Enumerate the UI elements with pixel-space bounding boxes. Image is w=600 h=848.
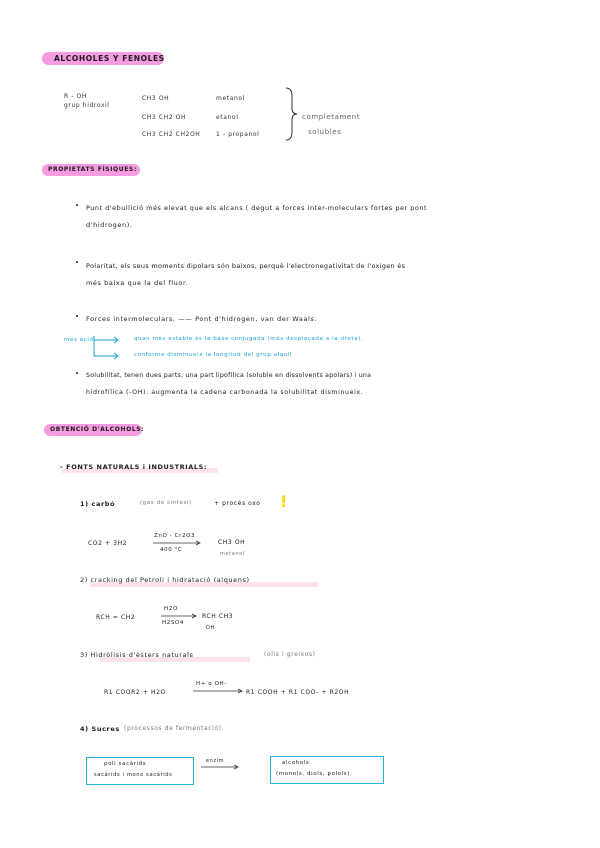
group-formula: R - OH: [64, 93, 87, 100]
item2-condition-top: H2O: [164, 606, 178, 612]
name-2: etanol: [216, 114, 239, 121]
bullet: [76, 372, 78, 374]
section2-heading: OBTENCIÓ D'ALCOHOLS:: [50, 426, 145, 433]
formula-1: CH3 OH: [142, 95, 170, 102]
formula-2: CH3 CH2 OH: [142, 114, 187, 121]
p3-branch-1: quan més estable és la base conjugada (més desplaçada a la dreta).: [134, 336, 364, 342]
solubility-note-1: completament: [302, 113, 361, 121]
item4-product-line2: (monols, diols, polols): [276, 771, 350, 777]
branch-arrows: [92, 334, 132, 364]
item4-product-line1: alcohols: [282, 760, 310, 766]
item1-product-name: metanol: [220, 551, 245, 557]
item2-arrow: [160, 613, 198, 619]
item3-products: R1 COOH + R1 COO- + R2OH: [246, 689, 350, 696]
name-3: 1 - propanol: [216, 131, 260, 138]
p2-line1: Polaritat, els seus moments dipolars són baixos, perquè l'electronegativitat de l'oxigen és: [86, 262, 406, 270]
bullet: [76, 315, 78, 317]
curly-brace: [283, 86, 299, 142]
p3-side-label: més àcid: [64, 337, 94, 343]
item4-aside: (processos de fermentació).: [124, 725, 225, 732]
warning-icon: !: [280, 492, 288, 511]
item1-after: + procés oxo: [214, 500, 261, 507]
item2-condition-bottom: H2SO4: [162, 620, 184, 626]
page-title: ALCOHOLES Y FENOLES: [54, 54, 165, 63]
item3-reactants: R1 COOR2 + H2O: [104, 689, 166, 696]
p4-line1: Solubilitat, tenen dues parts, una part lipofílica (soluble en dissolvents apolars) i una: [86, 372, 372, 379]
p1-line2: d'hidrogen).: [86, 221, 133, 229]
item1-condition-bottom: 400 °C: [160, 547, 183, 553]
bullet: [76, 261, 78, 263]
item3-arrow: [192, 688, 244, 694]
section1-heading: PROPIETATS FÍSIQUES:: [48, 166, 137, 173]
solubility-note-2: solubles: [308, 128, 342, 136]
bullet: [76, 204, 78, 206]
item3-aside: (olis i greixos): [264, 651, 316, 658]
item1-arrow: [152, 540, 202, 546]
item4-source-line2: sacàrids i mono sacàrids: [94, 772, 173, 778]
item1-reactants: CO2 + 3H2: [88, 540, 128, 547]
p3-branch-2: conforme disminueix la longitud del grup alquil: [134, 352, 293, 358]
p1-line1: Punt d'ebullició més elevat que els alcans ( degut a forces inter-moleculars fortes per pont: [86, 204, 428, 212]
formula-3: CH3 CH2 CH2OH: [142, 131, 201, 138]
p3-text: Forces intermoleculars, —— Pont d'hidrogen, van der Waals.: [86, 315, 318, 323]
item2-title: 2) cracking del Petroli i hidratació (alquens): [80, 576, 250, 584]
p2-line2: més baixa que la del fluor.: [86, 279, 189, 287]
group-name: grup hidroxil: [64, 102, 110, 109]
item3-title: 3) Hidròlisis d'èsters naturals: [80, 651, 194, 659]
item1-title: 1) carbó: [80, 500, 116, 508]
item4-title: 4) Sucres: [80, 725, 120, 733]
item1-condition-top: ZnO - Cr2O3: [154, 533, 196, 539]
item2-reactant: RCH = CH2: [96, 614, 136, 621]
p4-line2: hidrofílica (-OH). augmenta la cadena carbonada la solubilitat disminueix.: [86, 389, 364, 396]
item2-product: RCH CH3: [202, 613, 234, 620]
section2-subheading: - FONTS NATURALS i INDUSTRIALS:: [60, 463, 208, 471]
item1-product: CH3 OH: [218, 539, 246, 546]
item1-aside: (gas de síntesi): [140, 500, 192, 506]
item4-source-line1: poli sacàrids: [104, 761, 147, 767]
item2-product-sub: OH: [206, 625, 215, 631]
item3-condition: H+ o OH-: [196, 681, 227, 687]
item4-arrow: [200, 764, 240, 770]
name-1: metanol: [216, 95, 245, 102]
item4-arrow-label: enzim: [206, 758, 225, 764]
